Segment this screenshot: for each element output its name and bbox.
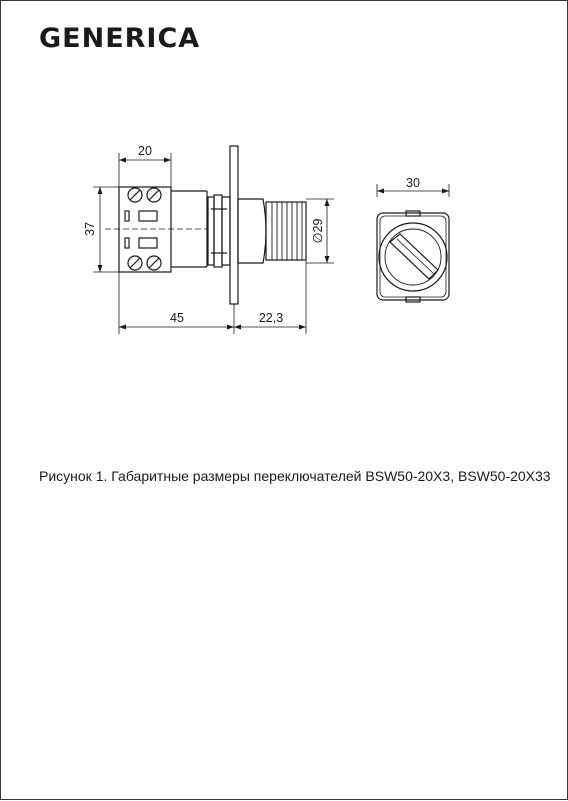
dim-diameter: ∅29	[311, 218, 325, 244]
dim-terminal-width: 20	[138, 144, 152, 158]
dim-body-length: 45	[170, 311, 184, 325]
screw-terminal-bottom	[128, 256, 161, 270]
front-view-body	[377, 213, 449, 300]
screw-terminal-top	[128, 188, 161, 202]
knob-handle	[390, 234, 438, 279]
contact-block	[119, 187, 171, 272]
brand-logo: GENERICA	[39, 23, 201, 54]
dimension-drawing	[1, 1, 568, 801]
figure-caption: Рисунок 1. Габаритные размеры переключателей BSW50-20X3, BSW50-20X33	[39, 468, 551, 484]
front-view-knob	[379, 223, 447, 291]
dim-height: 37	[83, 222, 97, 236]
mounting-panel	[230, 146, 238, 304]
dim-front-width: 30	[406, 176, 420, 190]
dim-actuator-length: 22,3	[258, 311, 284, 325]
